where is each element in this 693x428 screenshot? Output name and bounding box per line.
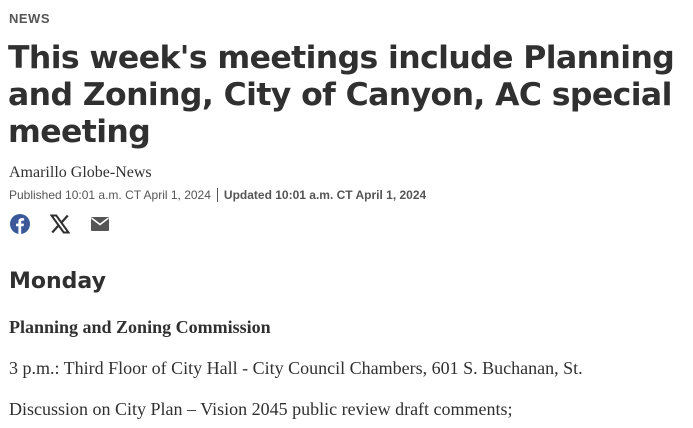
section-heading-monday: Monday <box>9 269 106 294</box>
article-headline: This week's meetings include Planning and Zoning, City of Canyon, AC special meeting <box>8 40 675 150</box>
body-paragraph: Discussion on City Plan – Vision 2045 public review draft comments; <box>9 399 513 419</box>
meeting-heading: Planning and Zoning Commission <box>9 317 271 337</box>
x-icon[interactable] <box>49 213 71 235</box>
article-kicker[interactable]: NEWS <box>9 11 50 26</box>
facebook-icon[interactable] <box>9 213 31 235</box>
share-bar <box>9 213 111 235</box>
published-date: Published 10:01 a.m. CT April 1, 2024 <box>9 188 211 202</box>
article-dates <box>9 188 426 202</box>
updated-date: Updated 10:01 a.m. CT April 1, 2024 <box>223 188 427 202</box>
email-icon[interactable] <box>89 213 111 235</box>
byline[interactable]: Amarillo Globe-News <box>9 164 152 181</box>
body-paragraph: 3 p.m.: Third Floor of City Hall - City Council Chambers, 601 S. Buchanan, St. <box>9 358 583 378</box>
date-separator <box>217 188 218 202</box>
